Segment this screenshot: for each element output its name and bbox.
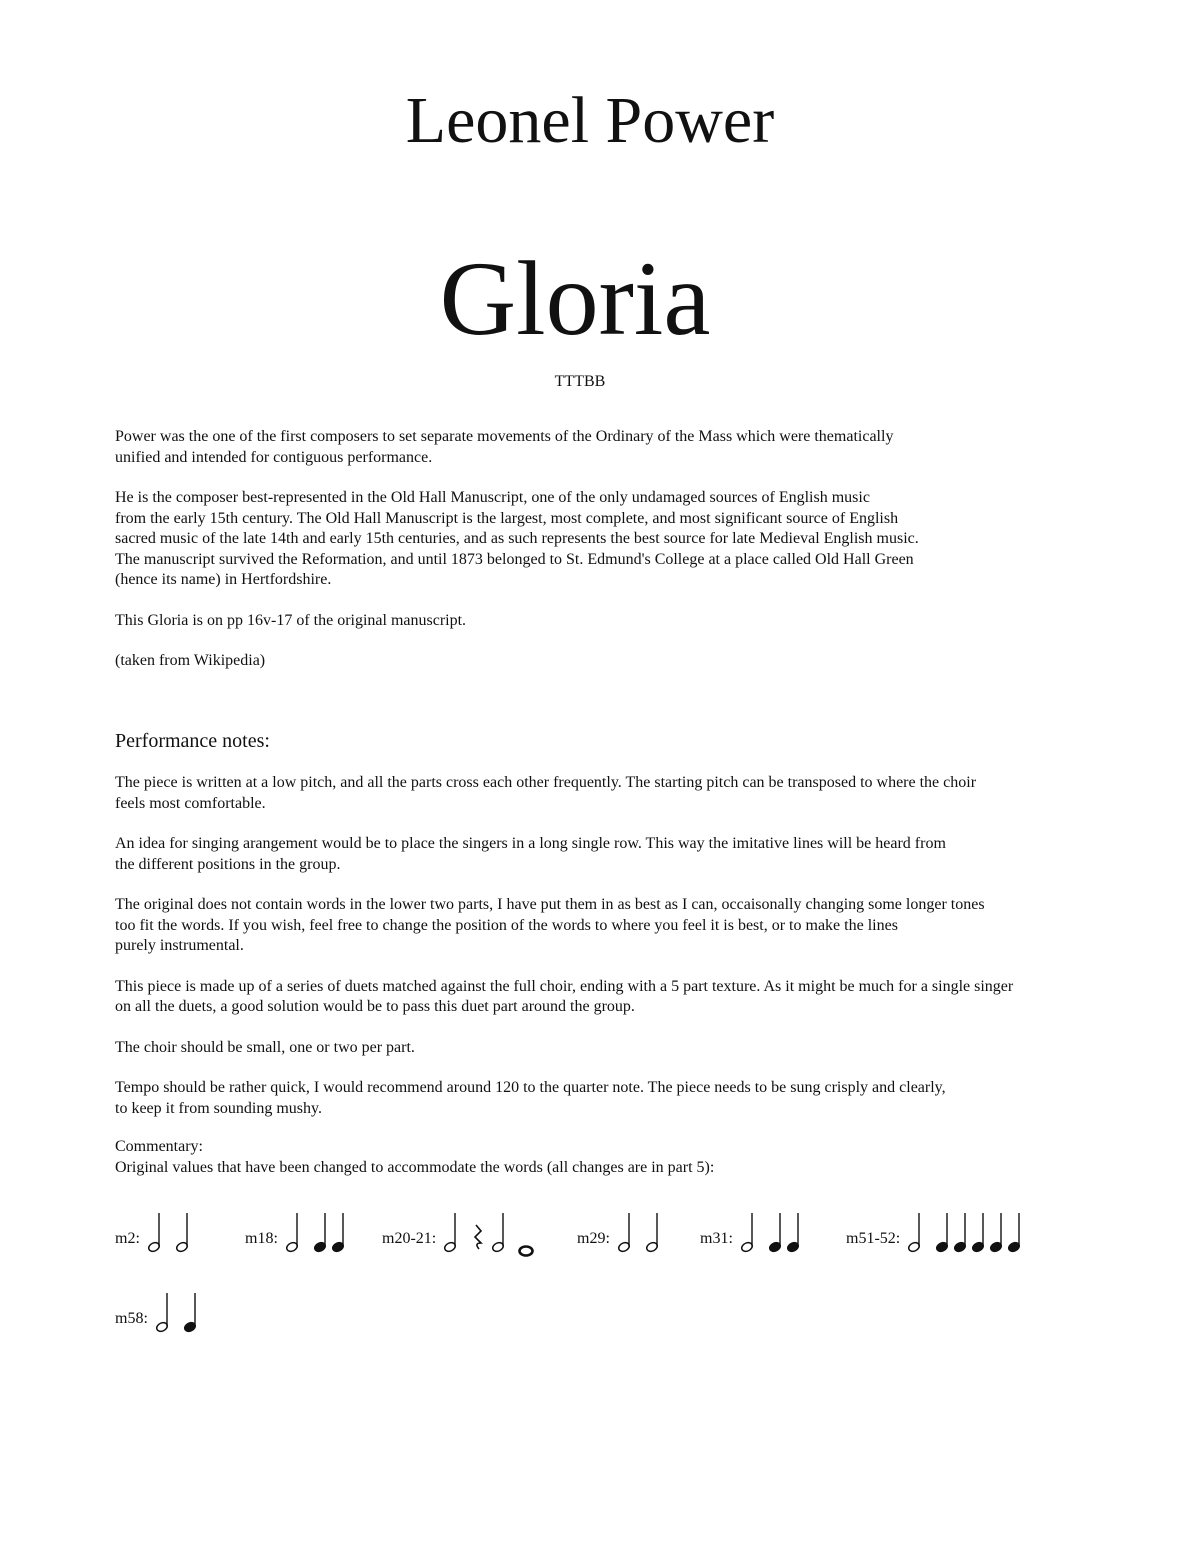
quarter-note-icon [786, 1213, 799, 1253]
notation [906, 1207, 1036, 1255]
notation [146, 1207, 214, 1255]
quarter-note-icon [183, 1293, 196, 1333]
example-m51-52 [846, 1195, 1036, 1255]
example-label: m51-52: [846, 1230, 901, 1247]
half-note-icon [175, 1213, 188, 1253]
intro-paragraph: This Gloria is on pp 16v-17 of the original manuscript. [115, 611, 467, 629]
piece-title: Gloria [439, 240, 711, 357]
intro-paragraph: He is the composer best-represented in the Old Hall Manuscript, one of the only undamaged sources of English music from the early 15th century. The Old Hall Manuscript is the largest, most complete, and most significant source of English sacred music of the late 14th and early 15th centuries, and as such represents the best source for late Medieval English music. The manuscript survived the Reformation, and until 1873 belonged to St. Edmund's College at a place called Old Hall Green (hence its name) in Hertfordshire. [115, 489, 919, 588]
example-label: m20-21: [382, 1230, 437, 1247]
quarter-note-icon [972, 1213, 985, 1253]
quarter-note-icon [313, 1213, 326, 1253]
example-label: m31: [700, 1230, 733, 1247]
quarter-note-icon [768, 1213, 781, 1253]
notes-paragraph: The piece is written at a low pitch, and all the parts cross each other frequently. The starting pitch can be transposed to where the choir feels most comfortable. [115, 774, 977, 812]
notation [616, 1207, 684, 1255]
example-m18 [245, 1195, 360, 1255]
example-label: m58: [115, 1310, 148, 1327]
notation [442, 1207, 552, 1255]
voicing-label: TTTBB [554, 373, 606, 390]
notation [284, 1207, 360, 1255]
source-note: (taken from Wikipedia) [115, 652, 266, 669]
example-m58 [115, 1275, 212, 1335]
notes-paragraph: The original does not contain words in the lower two parts, I have put them in as best as I can, occaisonally changing some longer tones too fit the words. If you wish, feel free to change the position of the words to where you feel it is best, or to make the lines purely instrumental. [115, 896, 985, 954]
example-m20-21 [382, 1195, 552, 1255]
commentary-heading: Commentary: [115, 1138, 203, 1155]
example-m31 [700, 1195, 815, 1255]
quarter-note-icon [936, 1213, 949, 1253]
whole-note-icon [520, 1247, 533, 1256]
half-note-icon [492, 1213, 505, 1253]
intro-paragraph: Power was the one of the first composers to set separate movements of the Ordinary of the Mass which were thematically unified and intended for contiguous performance. [115, 428, 894, 466]
commentary-section [115, 1137, 1115, 1178]
half-note-icon [645, 1213, 658, 1253]
half-note-icon [740, 1213, 753, 1253]
notation [154, 1287, 212, 1335]
half-note-icon [617, 1213, 630, 1253]
half-note-icon [444, 1213, 457, 1253]
half-note-icon [908, 1213, 921, 1253]
example-label: m2: [115, 1230, 140, 1247]
example-m29 [577, 1195, 684, 1255]
rest-note-icon [475, 1225, 481, 1249]
performance-notes-section [115, 773, 1115, 1139]
quarter-note-icon [990, 1213, 1003, 1253]
composer-name: Leonel Power [405, 84, 775, 157]
performance-notes-heading: Performance notes: [115, 730, 270, 752]
intro-section [115, 427, 1115, 692]
quarter-note-icon [954, 1213, 967, 1253]
notation [739, 1207, 815, 1255]
quarter-note-icon [1008, 1213, 1021, 1253]
example-label: m29: [577, 1230, 610, 1247]
quarter-note-icon [331, 1213, 344, 1253]
notes-paragraph: This piece is made up of a series of duets matched against the full choir, ending with a 5 part texture. As it might be much for a single singer on all the duets, a good solution would be to pass this duet part around the group. [115, 977, 1014, 1015]
commentary-intro: Original values that have been changed to accommodate the words (all changes are in part 5): [115, 1158, 715, 1176]
example-label: m18: [245, 1230, 278, 1247]
notes-paragraph: Tempo should be rather quick, I would recommend around 120 to the quarter note. The piece needs to be sung crisply and clearly, to keep it from sounding mushy. [115, 1079, 946, 1117]
note-value-examples [115, 1195, 1115, 1335]
notes-paragraph: An idea for singing arangement would be to place the singers in a long single row. This way the imitative lines will be heard from the different positions in the group. [115, 835, 946, 873]
half-note-icon [155, 1293, 168, 1333]
half-note-icon [147, 1213, 160, 1253]
half-note-icon [285, 1213, 298, 1253]
example-m2 [115, 1195, 214, 1255]
notes-paragraph: The choir should be small, one or two per part. [115, 1038, 415, 1056]
